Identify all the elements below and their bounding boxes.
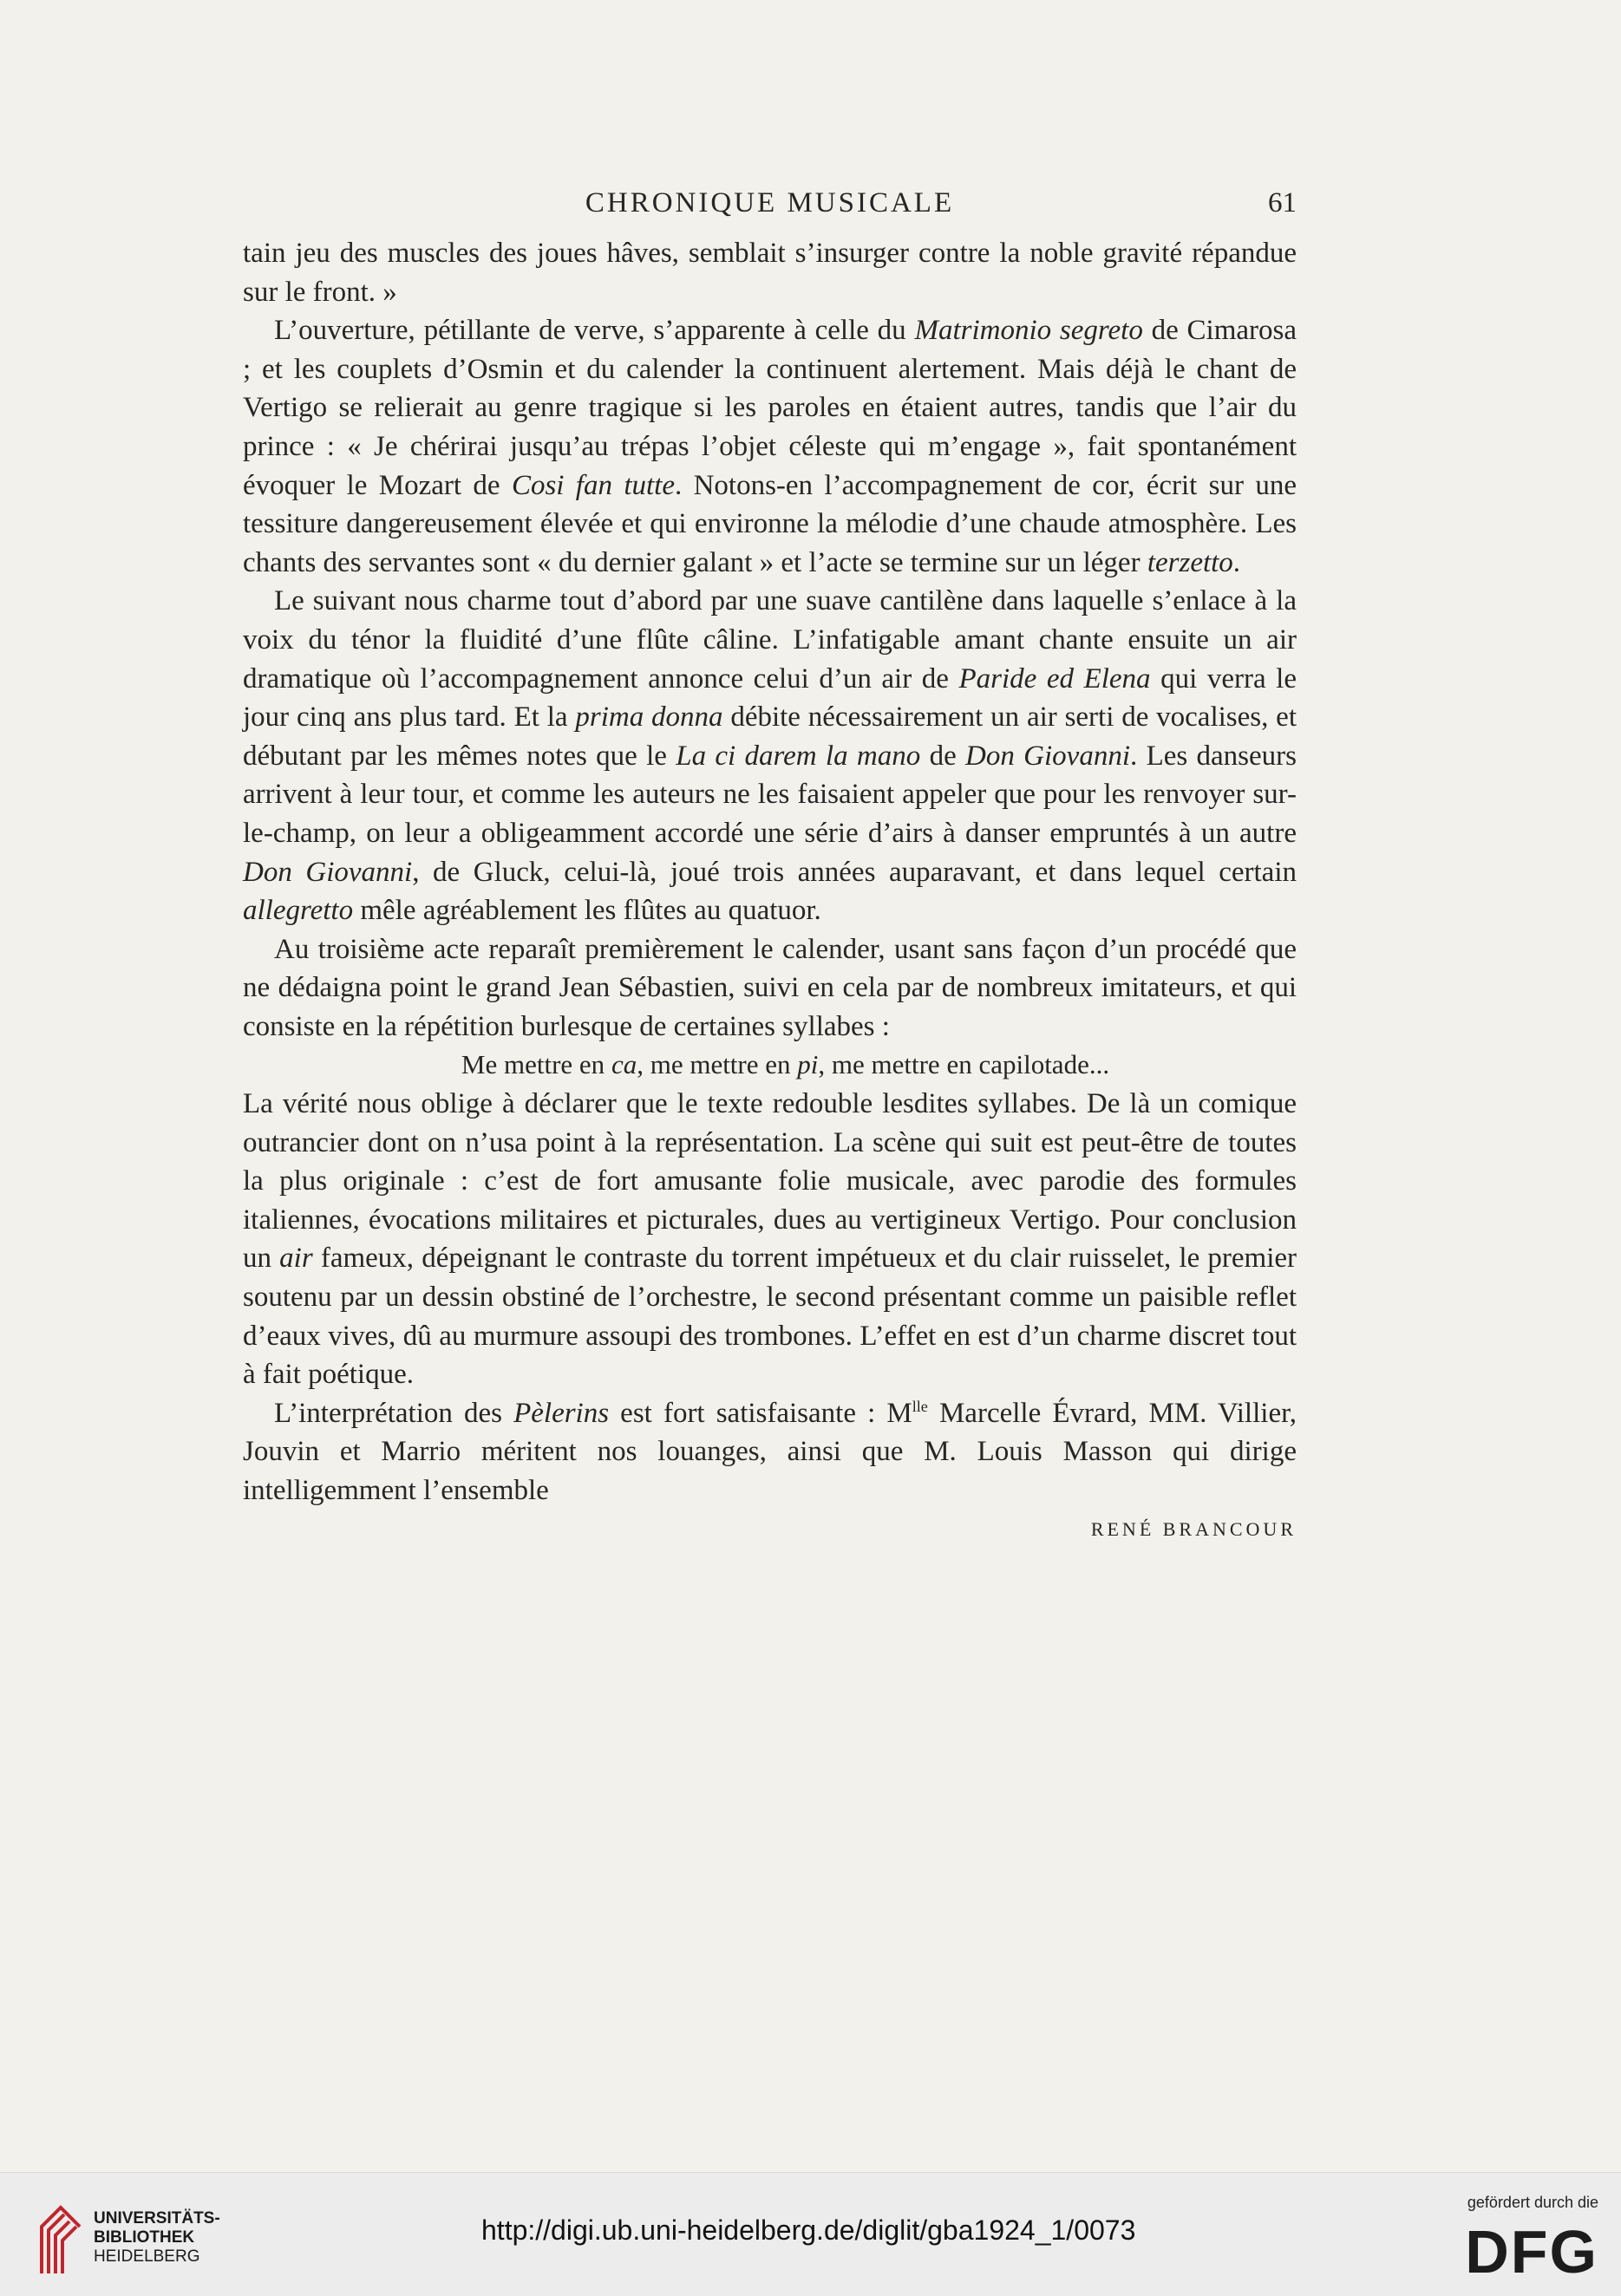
italic-text-run: Cosi fan tutte	[511, 469, 675, 501]
paragraph	[243, 1394, 1297, 1510]
paragraph	[243, 1085, 1297, 1394]
italic-text-run: pi	[797, 1049, 819, 1080]
italic-text-run: prima donna	[575, 701, 723, 734]
paragraph	[243, 930, 1297, 1047]
author-signature: RENÉ BRANCOUR	[1090, 1517, 1297, 1540]
verse-quote	[243, 1046, 1297, 1085]
italic-text-run: ca	[611, 1049, 637, 1080]
italic-text-run: La ci darem la mano	[676, 740, 921, 772]
text-run: , me mettre en capilotade...	[818, 1049, 1110, 1080]
text-run: Marcelle Évrard, MM. Villier, Jouvin et Marrio méritent nos louanges, ainsi que M. Louis Masson qui dirige intelligemment l’ensemble	[243, 1397, 1297, 1506]
italic-text-run: Paride ed Elena	[958, 662, 1151, 695]
text-run: qui verra le jour cinq ans plus tard. Et la	[243, 662, 1297, 734]
text-run: Me mettre en	[461, 1049, 611, 1080]
italic-text-run: Matrimonio segreto	[914, 315, 1143, 347]
italic-text-run: allegretto	[243, 895, 354, 927]
article-body	[243, 234, 1297, 1549]
text-run: Au troisième acte reparaît premièrement le calender, usant sans façon d’un procédé que ne dédaigna point le grand Jean Sébastien, suivi en cela par de nombreux imitateurs, et qui consiste en la répétition burlesque de certaines syllabes :	[243, 933, 1297, 1042]
text-run: de	[920, 740, 966, 772]
footer-bar	[0, 2172, 1621, 2296]
page-number: 61	[1268, 187, 1297, 219]
text-run: . Notons-en l’accompagnement de cor, écrit sur une tessiture dangereusement élevée et qui environne la mélodie d’une chaude atmosphère. Les chants des servantes sont « du dernier galant » et l’acte se termine sur un léger	[243, 469, 1297, 578]
library-name-line1: UNIVERSITÄTS-	[94, 2209, 220, 2228]
italic-text-run: Pèlerins	[513, 1397, 610, 1429]
text-run: , me mettre en	[637, 1049, 798, 1080]
funded-by-label: gefördert durch die	[1467, 2194, 1598, 2211]
italic-text-run: Don Giovanni	[965, 740, 1130, 772]
italic-text-run: terzetto	[1147, 546, 1233, 578]
text-run: débite nécessairement un air serti de vocalises, et débutant par les mêmes notes que le	[243, 701, 1297, 772]
running-title: CHRONIQUE MUSICALE	[585, 187, 955, 219]
text-run: est fort satisfaisante : M	[609, 1397, 912, 1429]
text-run: mêle agréablement les flûtes au quatuor.	[353, 895, 821, 927]
text-run: .	[1232, 546, 1241, 578]
running-head	[243, 182, 1297, 225]
text-run: tain jeu des muscles des joues hâves, semblait s’insurger contre la noble gravité répandue sur le front. »	[243, 238, 1297, 308]
text-run: de Cimarosa ; et les couplets d’Osmin et du calender la continuent alertement. Mais déjà le chant de Vertigo se relierait au genre tragique si les paroles en étaient autres, tandis que l’air du prince : « Je chérirai jusqu’au trépas l’objet céleste qui m’engage », fait spontanément évoquer le Mozart de	[243, 315, 1297, 501]
text-run: Le suivant nous charme tout d’abord par une suave cantilène dans laquelle s’enlace à la voix du ténor la fluidité d’une flûte câline. L’infatigable amant chante ensuite un air dramatique où l’accompagnement annonce celui d’un air de	[243, 585, 1297, 695]
paragraph	[243, 311, 1297, 582]
text-run: . Les danseurs arrivent à leur tour, et comme les auteurs ne les faisaient appeler que pour les renvoyer sur-le-champ, on leur a obligeamment accordé une série d’airs à danser empruntés à un autre	[243, 740, 1297, 849]
italic-text-run: Don Giovanni	[243, 856, 413, 888]
italic-text-run: air	[279, 1243, 313, 1275]
library-name-line3: HEIDELBERG	[94, 2247, 200, 2266]
text-run: L’interprétation des	[274, 1397, 514, 1429]
text-run: lle	[912, 1397, 928, 1415]
text-run: L’ouverture, pétillante de verve, s’apparente à celle du	[274, 315, 915, 347]
library-name-line2: BIBLIOTHEK	[94, 2228, 195, 2247]
text-run: La vérité nous oblige à déclarer que le texte redouble lesdites syllabes. De là un comique outrancier dont on n’usa point à la représentation. La scène qui suit est peut-être de toutes la plus originale : c’est de fort amusante folie musicale, avec parodie des formules italiennes, évocations militaires et picturales, dues au vertigineux Vertigo. Pour conclusion un	[243, 1088, 1297, 1275]
permalink-url[interactable]: http://digi.ub.uni-heidelberg.de/diglit/gba1924_1/0073	[481, 2214, 1136, 2246]
text-run: , de Gluck, celui-là, joué trois années auparavant, et dans lequel certain	[412, 856, 1297, 888]
paragraph	[243, 582, 1297, 929]
library-name	[94, 2209, 220, 2267]
paragraph	[243, 234, 1297, 311]
dfg-logo: DFG	[1465, 2218, 1598, 2286]
text-run: fameux, dépeignant le contraste du torrent impétueux et du clair ruisselet, le premier soutenu par un dessin obstiné de l’orchestre, le second présentant comme un paisible reflet d’eaux vives, dû au murmure assoupi des trombones. L’effet en est d’un charme discret tout à fait poétique.	[243, 1243, 1297, 1391]
university-library-logo-icon	[35, 2201, 87, 2279]
